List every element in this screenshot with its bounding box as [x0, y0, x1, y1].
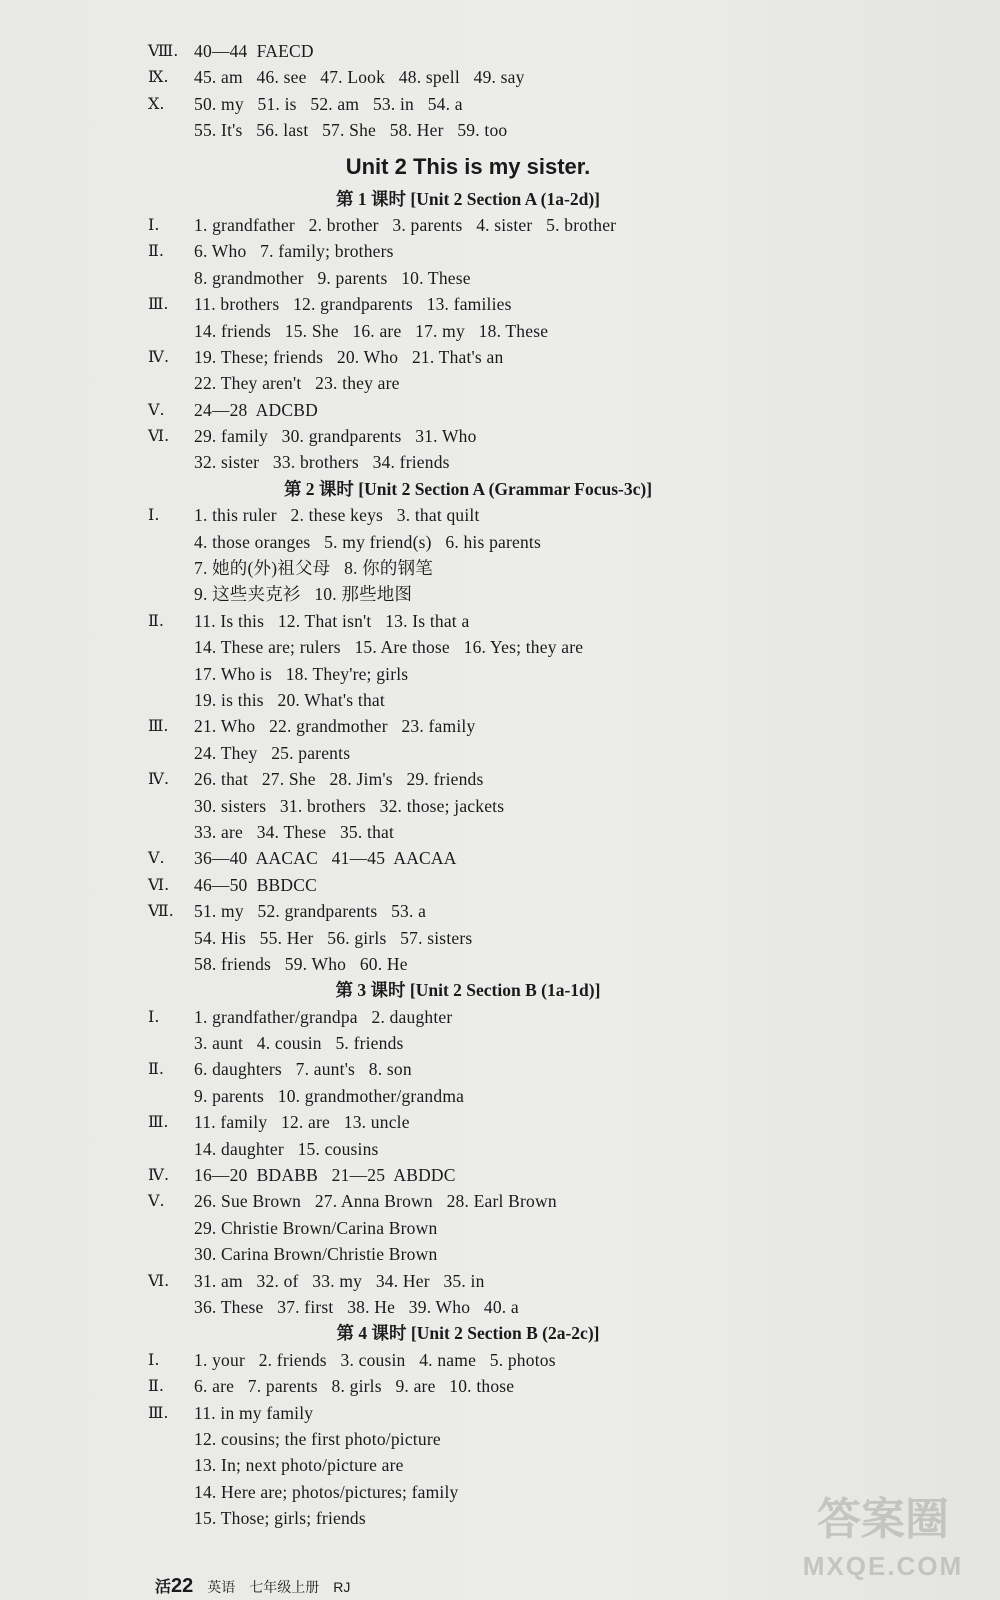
answer-line [148, 687, 748, 713]
section-number [148, 1083, 194, 1109]
lesson-heading: 第 4 课时 [Unit 2 Section B (2a-2c)] [336, 1323, 600, 1344]
answer-text: 6. Who 7. family; brothers [194, 241, 394, 262]
answer-line [148, 845, 748, 871]
section-number [148, 117, 194, 143]
section-number: Ⅵ. [148, 874, 170, 894]
answer-line [148, 898, 748, 924]
answer-text: 29. Christie Brown/Carina Brown [194, 1217, 438, 1238]
section-number [148, 1030, 194, 1056]
section-number: Ⅲ. [148, 1402, 169, 1422]
answer-line [148, 1109, 748, 1135]
section-number [148, 793, 194, 819]
section-number: Ⅰ. [148, 505, 160, 525]
answer-text: 50. my 51. is 52. am 53. in 54. a [194, 93, 463, 114]
lesson-heading: 第 1 课时 [Unit 2 Section A (1a-2d)] [336, 188, 600, 209]
answer-text: 11. family 12. are 13. uncle [194, 1112, 410, 1133]
answer-text: 1. grandfather 2. brother 3. parents 4. sister 5. brother [194, 214, 617, 235]
section-number [148, 951, 194, 977]
answer-text: 24. They 25. parents [194, 742, 351, 763]
section-number [148, 1241, 194, 1267]
page-prefix: 活 [155, 1579, 172, 1596]
section-number: Ⅰ. [148, 1006, 160, 1026]
section-number [148, 661, 194, 687]
answer-text: 46—50 BBDCC [194, 874, 317, 895]
section-number: Ⅱ. [148, 1376, 164, 1396]
answer-text: 3. aunt 4. cousin 5. friends [194, 1033, 404, 1054]
section-number [148, 529, 194, 555]
page-number-value: 22 [171, 1575, 194, 1597]
section-number [148, 687, 194, 713]
answer-text: 51. my 52. grandparents 53. a [194, 901, 427, 922]
section-number: Ⅰ. [148, 1349, 160, 1369]
answer-text: 40—44 FAECD [194, 41, 314, 61]
subject-label: 英语 [207, 1579, 236, 1595]
answer-line [148, 819, 748, 845]
answer-line [148, 555, 748, 581]
section-number [148, 265, 194, 291]
section-number: Ⅲ. [148, 716, 169, 736]
answer-line [148, 212, 748, 238]
answer-line [148, 344, 748, 370]
answer-line [148, 740, 748, 766]
watermark-site: MXQE.COM [802, 1551, 964, 1581]
edition-label: RJ [333, 1579, 351, 1595]
answer-text: 11. Is this 12. That isn't 13. Is that a [194, 610, 470, 631]
answer-text: 9. 这些夹克衫 10. 那些地图 [194, 584, 413, 605]
answer-line [148, 318, 748, 344]
answer-text: 21. Who 22. grandmother 23. family [194, 716, 476, 737]
section-number: Ⅲ. [148, 1112, 169, 1132]
answer-text: 32. sister 33. brothers 34. friends [194, 452, 450, 473]
section-number [148, 740, 194, 766]
section-number [148, 1452, 194, 1478]
answer-line [148, 1083, 748, 1109]
answer-text: 22. They aren't 23. they are [194, 373, 400, 394]
answer-text: 4. those oranges 5. my friend(s) 6. his parents [194, 531, 542, 552]
answer-text: 14. Here are; photos/pictures; family [194, 1481, 459, 1502]
answer-line [148, 925, 748, 951]
answer-text: 30. sisters 31. brothers 32. those; jackets [194, 795, 505, 816]
answer-line [148, 581, 748, 607]
answer-text: 55. It's 56. last 57. She 58. Her 59. too [194, 120, 508, 141]
section-number [148, 318, 194, 344]
answer-line [148, 423, 748, 449]
answer-text: 14. These are; rulers 15. Are those 16. Yes; they are [194, 637, 584, 658]
answer-line [148, 1452, 748, 1478]
answer-text: 58. friends 59. Who 60. He [194, 953, 408, 974]
section-number: Ⅴ. [148, 399, 165, 419]
section-number: Ⅴ. [148, 1191, 165, 1211]
section-number [148, 1215, 194, 1241]
section-number [148, 449, 194, 475]
answer-text: 36—40 AACAC 41—45 AACAA [194, 848, 457, 869]
answer-line [148, 1294, 748, 1320]
answer-text: 8. grandmother 9. parents 10. These [194, 267, 471, 288]
answer-line [148, 1373, 748, 1399]
answer-text: 6. are 7. parents 8. girls 9. are 10. those [194, 1376, 515, 1397]
answer-text: 45. am 46. see 47. Look 48. spell 49. say [194, 67, 525, 88]
answer-content [148, 38, 748, 1531]
watermark-logo: 答案圈 [817, 1494, 949, 1545]
answer-text: 6. daughters 7. aunt's 8. son [194, 1059, 412, 1080]
answer-line [148, 238, 748, 264]
answer-line [148, 1188, 748, 1214]
answer-line [148, 291, 748, 317]
answer-text: 7. 她的(外)祖父母 8. 你的钢笔 [194, 558, 433, 579]
grade-label: 七年级上册 [249, 1579, 320, 1595]
answer-text: 24—28 ADCBD [194, 399, 318, 420]
section-number [148, 925, 194, 951]
answer-line [148, 1400, 748, 1426]
answer-text: 31. am 32. of 33. my 34. Her 35. in [194, 1270, 485, 1291]
answer-line [148, 1004, 748, 1030]
answer-line [148, 766, 748, 792]
answer-line [148, 370, 748, 396]
page-footer [155, 1574, 350, 1598]
answer-text: 54. His 55. Her 56. girls 57. sisters [194, 927, 473, 948]
answer-line [148, 1030, 748, 1056]
section-number [148, 1505, 194, 1531]
answer-text: 17. Who is 18. They're; girls [194, 663, 409, 684]
answer-text: 14. friends 15. She 16. are 17. my 18. These [194, 320, 549, 341]
answer-text: 19. These; friends 20. Who 21. That's an [194, 346, 504, 367]
answer-line [148, 608, 748, 634]
lesson-heading: 第 2 课时 [Unit 2 Section A (Grammar Focus-3c)] [283, 478, 653, 499]
section-number [148, 1136, 194, 1162]
answer-line [148, 661, 748, 687]
answer-line [148, 91, 748, 117]
answer-text: 36. These 37. first 38. He 39. Who 40. a [194, 1296, 519, 1317]
section-number [148, 370, 194, 396]
section-number: Ⅷ. [148, 41, 179, 60]
answer-line [148, 1505, 748, 1531]
section-number: Ⅱ. [148, 610, 164, 630]
answer-line [148, 1426, 748, 1452]
answer-text: 16—20 BDABB 21—25 ABDDC [194, 1165, 456, 1186]
answer-line [148, 1056, 748, 1082]
answer-line [148, 951, 748, 977]
section-number: Ⅲ. [148, 294, 169, 314]
section-number [148, 1294, 194, 1320]
answer-text: 13. In; next photo/picture are [194, 1455, 404, 1476]
section-number: Ⅵ. [148, 426, 170, 446]
answer-line [148, 265, 748, 291]
answer-line [148, 1479, 748, 1505]
answer-line [148, 38, 748, 64]
answer-line [148, 793, 748, 819]
answer-line [148, 397, 748, 423]
site-watermark [788, 1492, 978, 1582]
section-number: Ⅶ. [148, 901, 174, 921]
answer-text: 26. Sue Brown 27. Anna Brown 28. Earl Brown [194, 1191, 557, 1212]
section-number [148, 1426, 194, 1452]
answer-line [148, 634, 748, 660]
answer-text: 1. this ruler 2. these keys 3. that quilt [194, 505, 480, 526]
answer-line [148, 1136, 748, 1162]
answer-text: 26. that 27. She 28. Jim's 29. friends [194, 769, 484, 790]
answer-text: 29. family 30. grandparents 31. Who [194, 426, 477, 447]
section-number [148, 634, 194, 660]
answer-text: 19. is this 20. What's that [194, 689, 385, 710]
answer-text: 12. cousins; the first photo/picture [194, 1428, 441, 1449]
section-number: Ⅳ. [148, 346, 170, 366]
answer-text: 11. in my family [194, 1402, 314, 1423]
answer-line [148, 529, 748, 555]
section-number: Ⅳ. [148, 769, 170, 789]
section-number [148, 581, 194, 607]
section-number [148, 819, 194, 845]
section-number: Ⅱ. [148, 1059, 164, 1079]
answer-line [148, 502, 748, 528]
answer-line [148, 713, 748, 739]
answer-text: 1. grandfather/grandpa 2. daughter [194, 1006, 453, 1027]
unit-title: Unit 2 This is my sister. [345, 153, 591, 179]
section-number: Ⅵ. [148, 1270, 170, 1290]
section-number: Ⅰ. [148, 214, 160, 234]
answer-text: 9. parents 10. grandmother/grandma [194, 1085, 465, 1106]
section-number: Ⅹ. [148, 93, 165, 113]
answer-text: 30. Carina Brown/Christie Brown [194, 1244, 438, 1265]
answer-line [148, 117, 748, 143]
section-number: Ⅳ. [148, 1165, 170, 1185]
answer-line [148, 872, 748, 898]
section-number [148, 1479, 194, 1505]
answer-text: 14. daughter 15. cousins [194, 1138, 379, 1159]
page-number [155, 1574, 193, 1598]
answer-line [148, 1215, 748, 1241]
section-number: Ⅸ. [148, 67, 169, 87]
answer-line [148, 64, 748, 90]
answer-line [148, 1241, 748, 1267]
section-number: Ⅴ. [148, 848, 165, 868]
answer-text: 11. brothers 12. grandparents 13. families [194, 294, 512, 315]
lesson-heading: 第 3 课时 [Unit 2 Section B (1a-1d)] [335, 980, 601, 1001]
answer-text: 33. are 34. These 35. that [194, 821, 395, 842]
answer-line [148, 1268, 748, 1294]
answer-text: 15. Those; girls; friends [194, 1508, 366, 1529]
section-number: Ⅱ. [148, 241, 164, 261]
answer-line [148, 1347, 748, 1373]
section-number [148, 555, 194, 581]
answer-line [148, 1162, 748, 1188]
answer-line [148, 449, 748, 475]
answer-text: 1. your 2. friends 3. cousin 4. name 5. photos [194, 1349, 556, 1370]
